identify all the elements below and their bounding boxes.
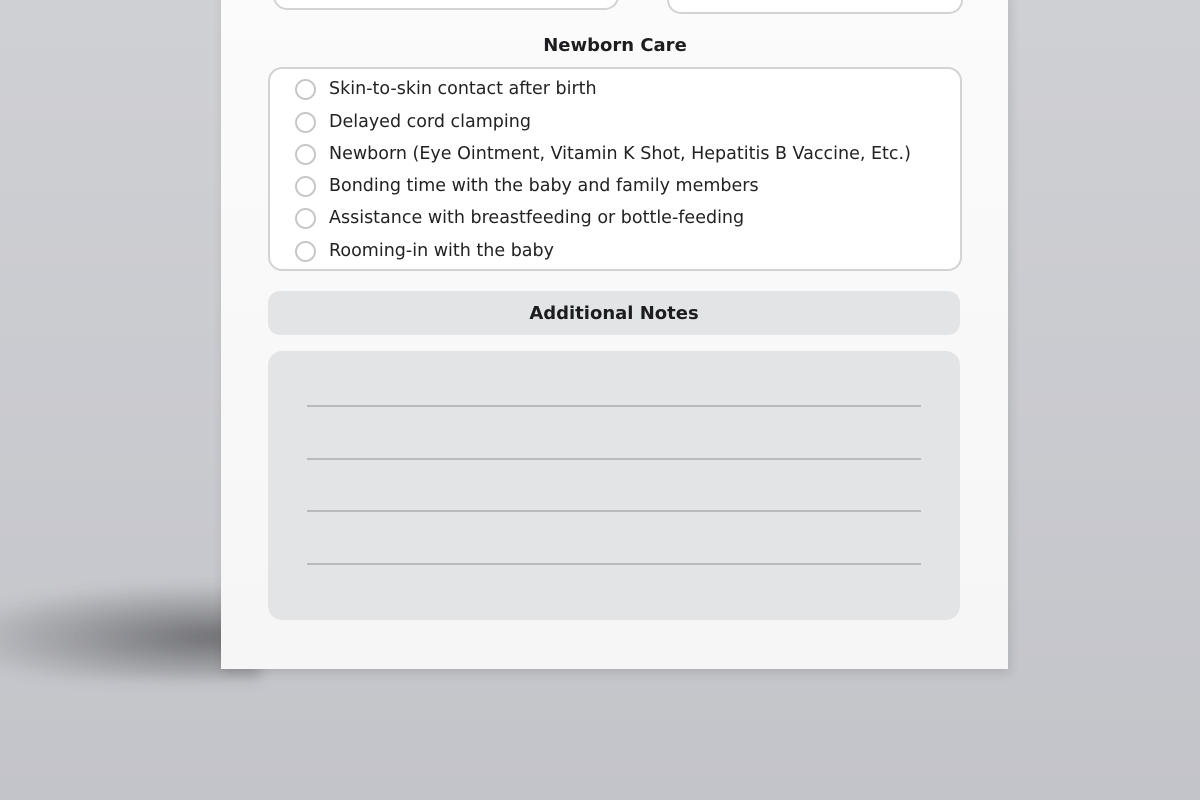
additional-notes-title: Additional Notes xyxy=(529,302,699,324)
checklist-item-label: Skin-to-skin contact after birth xyxy=(329,79,597,99)
note-line xyxy=(307,405,921,407)
checklist-item-label: Assistance with breastfeeding or bottle-feeding xyxy=(329,208,745,228)
checklist-item-label: Bonding time with the baby and family members xyxy=(329,176,759,196)
checkbox-circle[interactable] xyxy=(295,176,316,197)
checklist-item[interactable] xyxy=(295,206,744,230)
checkbox-circle[interactable] xyxy=(295,112,316,133)
newborn-care-checklist xyxy=(268,67,962,271)
checklist-item[interactable] xyxy=(295,142,911,166)
newborn-care-title: Newborn Care xyxy=(543,35,687,56)
checklist-item-label: Delayed cord clamping xyxy=(329,112,531,132)
notes-writing-area[interactable] xyxy=(268,351,960,620)
checklist-item[interactable] xyxy=(295,77,597,101)
note-line xyxy=(307,510,921,512)
note-line xyxy=(307,458,921,460)
previous-section-box-left xyxy=(273,0,619,10)
previous-section-box-right xyxy=(667,0,963,14)
checkbox-circle[interactable] xyxy=(295,208,316,229)
note-line xyxy=(307,563,921,565)
checklist-item[interactable] xyxy=(295,239,554,263)
additional-notes-header xyxy=(268,291,960,335)
checklist-item-label: Rooming-in with the baby xyxy=(329,241,554,261)
planner-page xyxy=(221,0,1008,669)
checkbox-circle[interactable] xyxy=(295,79,316,100)
checkbox-circle[interactable] xyxy=(295,241,316,262)
checklist-item[interactable] xyxy=(295,174,759,198)
checklist-item[interactable] xyxy=(295,110,531,134)
checklist-item-label: Newborn (Eye Ointment, Vitamin K Shot, Hepatitis B Vaccine, Etc.) xyxy=(329,144,911,164)
checkbox-circle[interactable] xyxy=(295,144,316,165)
